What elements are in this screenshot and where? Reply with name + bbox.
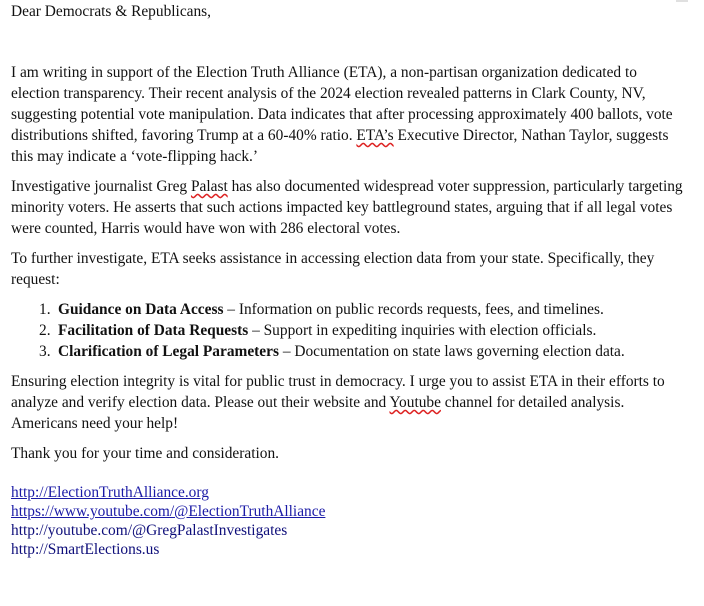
paragraph-text: channel for detailed analysis. Americans need your help! (11, 394, 625, 432)
paragraph-text: Ensuring election integrity is vital for public trust in democracy. I urge you to assist ETA in their efforts to analyze and verify election data. Please out their website and (11, 373, 665, 411)
link-list (11, 483, 687, 559)
paragraph-text: Investigative journalist Greg (11, 178, 191, 195)
paragraph-text: has also documented widespread voter suppression, particularly targeting minority voters. He asserts that such actions impacted key battleground states, arguing that if all legal votes were counted, Harris would have won with 286 electoral votes. (11, 178, 683, 237)
list-item (11, 299, 687, 320)
salutation: Dear Democrats & Republicans, (11, 3, 212, 20)
blank-line (11, 22, 687, 62)
list-item-title: Guidance on Data Access (58, 301, 224, 318)
paragraph-text: I am writing in support of the Election Truth Alliance (ETA), a non-partisan organization dedicated to election transparency. Their recent analysis of the 2024 election revealed patterns in Clark County, NV, suggesting potential vote manipulation. Data indicates that after processing approximately 400 ballots, vote distributions shifted, favoring Trump at a 60-40% ratio. (11, 64, 673, 144)
list-item-desc: – Information on public records requests, fees, and timelines. (223, 301, 604, 318)
list-item (11, 341, 687, 362)
list-number: 2. (39, 322, 51, 339)
paragraph-appeal (11, 371, 687, 434)
paragraph-palast (11, 176, 687, 239)
spellcheck-flagged-word[interactable]: Youtube (389, 394, 441, 411)
spellcheck-flagged-word[interactable]: ETA’s (356, 127, 394, 144)
list-number: 1. (39, 301, 51, 318)
paragraph-request-intro: To further investigate, ETA seeks assistance in accessing election data from your state. Specifically, they request: (11, 250, 655, 288)
link-election-truth-alliance[interactable]: http://ElectionTruthAlliance.org (11, 484, 209, 501)
spellcheck-flagged-word[interactable]: Palast (190, 178, 228, 195)
list-number: 3. (39, 343, 51, 360)
list-item-desc: – Support in expediting inquiries with election officials. (248, 322, 597, 339)
list-item-title: Clarification of Legal Parameters (58, 343, 279, 360)
link-youtube-eta[interactable]: https://www.youtube.com/@ElectionTruthAlliance (11, 503, 326, 520)
letter-body (11, 1, 687, 559)
paragraph-text: Executive Director, Nathan Taylor, suggests this may indicate a ‘vote-flipping hack.’ (11, 127, 669, 165)
list-item-desc: – Documentation on state laws governing election data. (278, 343, 625, 360)
closing-line: Thank you for your time and consideration. (11, 445, 279, 462)
link-smart-elections[interactable]: http://SmartElections.us (11, 541, 160, 558)
list-item-title: Facilitation of Data Requests (58, 322, 249, 339)
link-youtube-palast[interactable]: http://youtube.com/@GregPalastInvestigates (11, 522, 288, 539)
list-item (11, 320, 687, 341)
paragraph-eta-analysis (11, 62, 687, 167)
request-list (11, 299, 687, 362)
